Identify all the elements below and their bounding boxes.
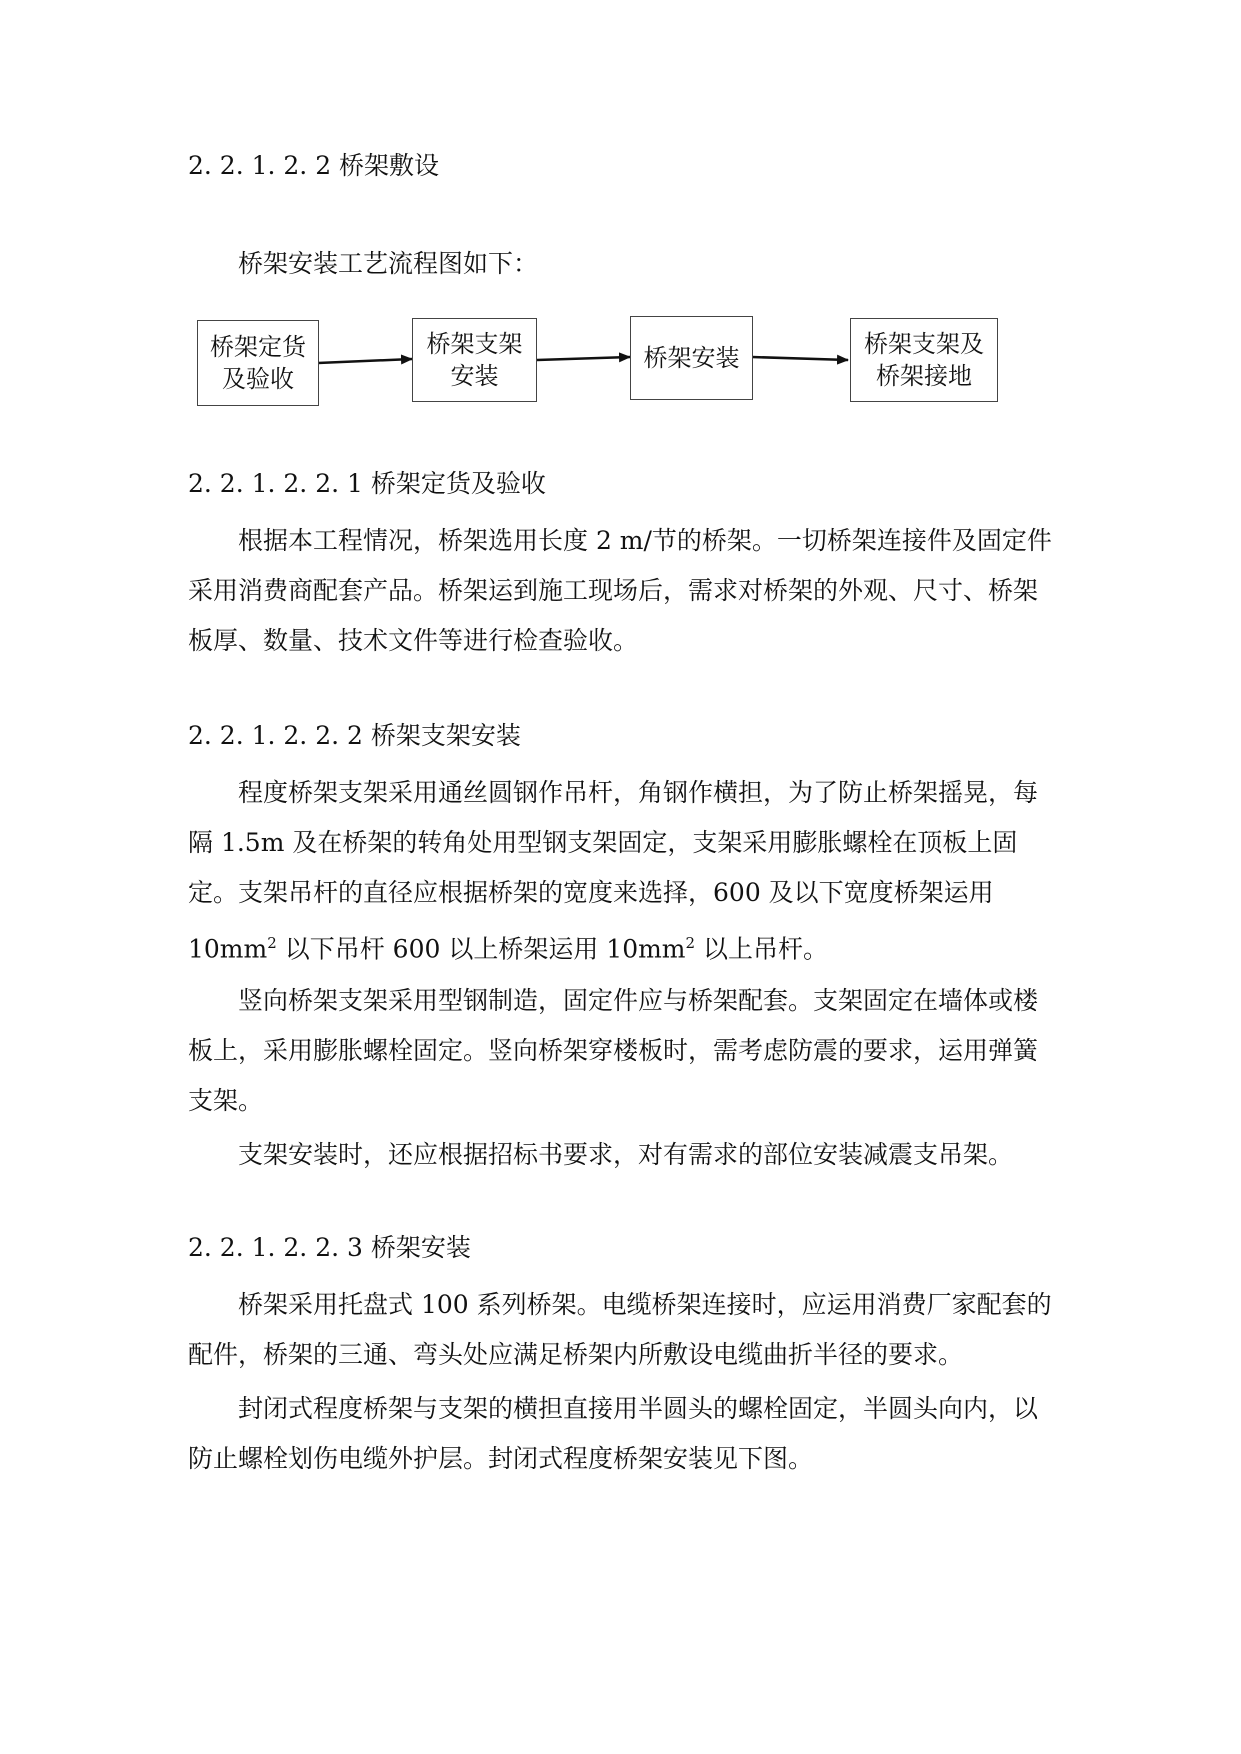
flow-step-grounding <box>850 318 998 402</box>
section-heading-cable-tray-laying: 2. 2. 1. 2. 2 桥架敷设 <box>188 151 440 180</box>
flow-step-support-installation <box>412 318 537 402</box>
flow-step-label: 及验收 <box>222 365 294 393</box>
flow-step-label: 桥架支架 <box>426 330 523 358</box>
paragraph-text: 根据本工程情况，桥架选用长度 2 m/节的桥架。一切桥架连接件及固定件采用消费商配套产品。桥架运到施工现场后，需求对桥架的外观、尺寸、桥架板厚、数量、技术文件等进行检查验收。 <box>188 526 1052 655</box>
section-heading-support-installation: 2. 2. 1. 2. 2. 2 桥架支架安装 <box>188 721 521 750</box>
paragraph-text-part: 以上吊杆。 <box>695 934 829 964</box>
paragraph-text-part: 程度桥架支架采用通丝圆钢作吊杆，角钢作横担，为了防止桥架摇晃，每隔 1.5m 及在桥架的转角处用型钢支架固定，支架采用膨胀螺栓在顶板上固定。支架吊杆的直径应根据桥架的宽度来选择，600 及以下宽度桥架运用 10mm <box>188 778 1039 964</box>
flow-step-label: 桥架安装 <box>643 344 740 372</box>
flow-arrow-1 <box>318 359 412 363</box>
flow-step-label: 安装 <box>450 362 499 390</box>
paragraph-text <box>188 768 1058 974</box>
flowchart-intro: 桥架安装工艺流程图如下： <box>238 249 539 278</box>
superscript: 2 <box>267 934 277 952</box>
flow-step-order-inspection <box>197 320 319 406</box>
paragraph-tray-type <box>188 1280 1058 1380</box>
flow-arrow-3 <box>752 357 848 360</box>
flow-step-label: 桥架支架及 <box>864 330 984 358</box>
flow-step-label: 桥架定货 <box>210 333 306 361</box>
paragraph-text: 封闭式程度桥架与支架的横担直接用半圆头的螺栓固定，半圆头向内，以防止螺栓划伤电缆外护层。封闭式程度桥架安装见下图。 <box>188 1394 1039 1473</box>
paragraph-order-inspection <box>188 516 1058 666</box>
paragraph-text: 竖向桥架支架采用型钢制造，固定件应与桥架配套。支架固定在墙体或楼板上，采用膨胀螺栓固定。竖向桥架穿楼板时，需考虑防震的要求，运用弹簧支架。 <box>188 986 1039 1115</box>
section-heading-tray-installation: 2. 2. 1. 2. 2. 3 桥架安装 <box>188 1233 471 1262</box>
process-flowchart <box>0 0 1241 420</box>
paragraph-enclosed-tray <box>188 1384 1058 1484</box>
flow-arrow-2 <box>537 357 630 360</box>
paragraph-vertical-supports <box>188 976 1058 1126</box>
paragraph-horizontal-supports <box>188 768 1058 974</box>
superscript: 2 <box>685 934 696 952</box>
paragraph-text: 桥架采用托盘式 100 系列桥架。电缆桥架连接时，应运用消费厂家配套的配件，桥架的三通、弯头处应满足桥架内所敷设电缆曲折半径的要求。 <box>188 1290 1052 1369</box>
paragraph-text: 支架安装时，还应根据招标书要求，对有需求的部位安装减震支吊架。 <box>238 1140 1014 1169</box>
flow-step-tray-installation <box>630 316 753 400</box>
paragraph-text-part: 以下吊杆 600 以上桥架运用 10mm <box>276 934 686 964</box>
paragraph-seismic-supports <box>188 1130 1058 1180</box>
section-heading-order-inspection: 2. 2. 1. 2. 2. 1 桥架定货及验收 <box>188 469 546 498</box>
flow-step-label: 桥架接地 <box>876 362 972 390</box>
